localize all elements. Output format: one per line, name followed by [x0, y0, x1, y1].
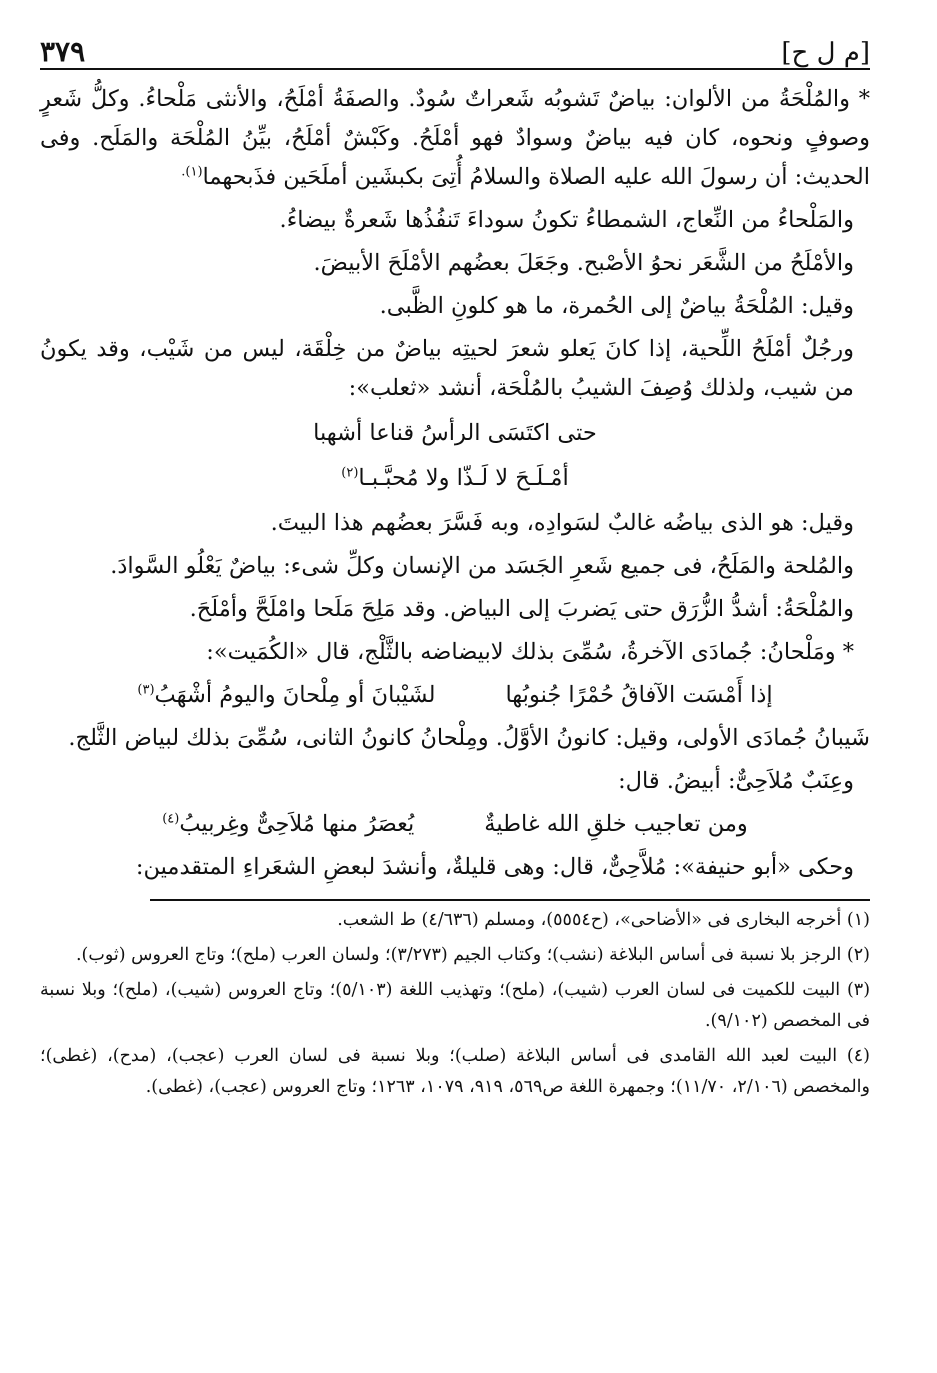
paragraph: وقيل: المُلْحَةُ بياضٌ إلى الحُمرة، ما هو كلونِ الظَّبى. — [379, 293, 854, 319]
verse-text: أمْـلَـحَ لا لَـذّا ولا مُحبَّـبـا — [358, 465, 569, 491]
page-number: ٣٧٩ — [40, 35, 86, 68]
verse-hemistich-right: ومن تعاجيب خلقِ الله غاطيةٌ — [484, 811, 748, 837]
book-page — [40, 28, 870, 1105]
paragraph: * ومَلْحانُ: جُمادَى الآخرةُ، سُمِّىَ بذلك لابيضاضه بالثَّلْج، قال «الكُمَيت»: — [206, 639, 854, 665]
paragraph: والأمْلَحُ من الشَّعَر نحوُ الأصْبح. وجَعَلَ بعضُهم الأمْلَحَ الأبيضَ. — [313, 250, 854, 276]
paragraph-text: * والمُلْحَةُ من الألوان: بياضٌ تَشوبُه شَعراتٌ سُودٌ. والصفَةُ أمْلَحُ، والأنثى مَلْحاءُ. وكلُّ شَعرٍ وصوفٍ ونحوه، كان فيه بياضٌ وسوادٌ فهو أمْلَحُ. وكَبْشٌ أمْلَحُ، بيِّنُ المُلْحَة والمَلَح. وفى الحديث: أن رسولَ الله عليه الصلاة والسلامُ أُتِىَ بكبشَين أملَحَين فذَبحهما — [40, 86, 870, 190]
footnote-rule — [150, 899, 870, 901]
paragraph: والمُلْحَةُ: أشدُّ الزُّرَق حتى يَضربَ إلى البياض. وقد مَلِحَ مَلَحا وامْلَحَّ وأمْلَحَ. — [189, 596, 854, 622]
main-text — [40, 80, 870, 887]
footnote: (٣) البيت للكميت فى لسان العرب (شيب)، (ملح)؛ وتهذيب اللغة (٥/١٠٣)؛ وتاج العروس (شيب)، (ملح)؛ وبلا نسبة فى المخصص (٩/١٠٢). — [40, 980, 871, 1031]
footnote-marker: (١). — [181, 164, 203, 180]
verse-hemistich-left — [137, 676, 435, 715]
paragraph: شَيبانُ جُمادَى الأولى، وقيل: كانونُ الأوَّلُ. ومِلْحانُ كانونُ الثانى، سُمِّىَ بذلك لبياض الثَّلج. — [68, 725, 870, 751]
verse-line: حتى اكتَسَى الرأسُ قناعا أشهبا — [313, 420, 597, 446]
footnote-marker: (٣) — [137, 682, 155, 698]
footnote-marker: (٢) — [341, 465, 359, 481]
page-header — [40, 28, 870, 70]
footnote: (٤) البيت لعبد الله القامدى فى أساس البلاغة (صلب)؛ وبلا نسبة فى لسان العرب (عجب)، (مدح)، (غطى)؛ والمخصص (٢/١٠٦، ١١/٧٠)؛ وجمهرة اللغة ص٥٦٩، ٩١٩، ١٠٧٩، ١٢٦٣؛ وتاج العروس (عجب)، (غطى). — [40, 1046, 870, 1097]
verse-hemistich-right: إذا أَمْسَت الآفاقُ حُمْرًا جُنوبُها — [505, 682, 773, 708]
paragraph: وقيل: هو الذى بياضُه غالبٌ لسَوادِه، وبه فَسَّرَ بعضُهم هذا البيتَ. — [270, 510, 854, 536]
paragraph — [40, 80, 870, 197]
verse-line — [40, 459, 870, 498]
paragraph: والمُلحة والمَلَحُ، فى جميع شَعرِ الجَسَد من الإنسان وكلِّ شىء: بياضٌ يَعْلُو السَّوادَ. — [110, 553, 854, 579]
verse-couplet — [40, 676, 870, 715]
paragraph: وعِنَبٌ مُلاَحِىٌّ: أبيضُ. قال: — [618, 768, 854, 794]
footnotes — [40, 905, 870, 1103]
verse-hemistich-left — [162, 805, 414, 844]
verse-text: لشَيْبانَ أو مِلْحانَ واليومُ أشْهَبُ — [154, 682, 436, 708]
paragraph: والمَلْحاءُ من النِّعاج، الشمطاءُ تكونُ سوداءَ تَنفُذُها شَعرةٌ بيضاءُ. — [279, 207, 854, 233]
paragraph: وحكى «أبو حنيفة»: مُلاَّحِىٌّ، قال: وهى قليلةٌ، وأنشدَ لبعضِ الشعَراءِ المتقدمين: — [135, 854, 854, 880]
section-heading: [م ل ح] — [781, 38, 870, 68]
footnote: (٢) الرجز بلا نسبة فى أساس البلاغة (نشب)؛ وكتاب الجيم (٣/٢٧٣)؛ ولسان العرب (ملح)؛ وتاج العروس (ثوب). — [75, 945, 870, 965]
verse-text: يُعصَرُ منها مُلاَحِىٌّ وغِربيبُ — [179, 811, 415, 837]
verse-couplet — [40, 805, 870, 844]
footnote-marker: (٤) — [162, 811, 180, 827]
paragraph: ورجُلٌ أمْلَحُ اللِّحية، إذا كانَ يَعلو شعرَ لحيتِه بياضٌ من خِلْقَة، ليس من شَيْب، وقد يكونُ من شيب، ولذلك وُصِفَ الشيبُ بالمُلْحَة، أنشد «ثعلب»: — [40, 336, 854, 401]
footnote: (١) أخرجه البخارى فى «الأضاحى»، (ح٥٥٥٤)، ومسلم (٤/٦٣٦) ط الشعب. — [337, 910, 870, 930]
